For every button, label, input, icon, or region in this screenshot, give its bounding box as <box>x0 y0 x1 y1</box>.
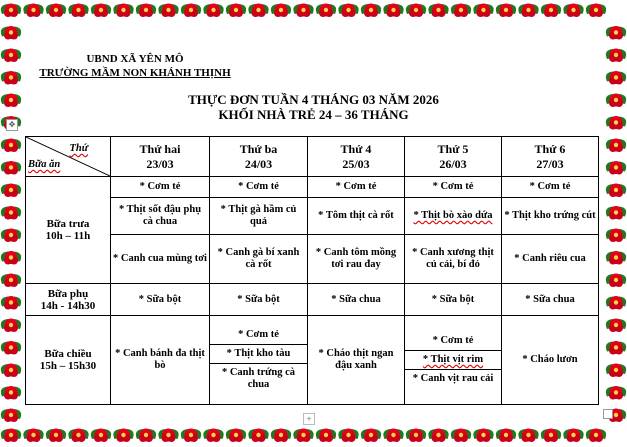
meal-name: Bữa phụ <box>47 287 89 300</box>
day-name: Thứ 6 <box>534 141 566 156</box>
table-add-row-handle[interactable]: + <box>303 413 315 425</box>
dish-item: * Canh trứng cà chua <box>221 367 296 390</box>
border-flower-icon <box>23 429 43 443</box>
border-flower-icon <box>316 429 336 443</box>
dish-cell: * Cơm tẻ <box>502 177 599 198</box>
border-flower-icon <box>606 341 626 355</box>
meal-time: 10h – 11h <box>45 230 91 242</box>
border-flower-icon <box>451 4 471 18</box>
border-flower-icon <box>203 429 223 443</box>
border-flower-icon <box>1 274 21 288</box>
dish-cell: * Cơm tẻ <box>111 177 210 198</box>
dish-cell: * Tôm thịt cà rốt <box>308 198 405 235</box>
border-flower-icon <box>518 4 538 18</box>
meal-name: Bữa trưa <box>46 218 90 230</box>
afternoon-row <box>26 316 599 405</box>
border-flower-icon <box>158 429 178 443</box>
border-flower-icon <box>23 4 43 18</box>
border-flower-icon <box>181 4 201 18</box>
corner-meal-label: Bữa ăn <box>28 159 61 170</box>
border-flower-icon <box>606 139 626 153</box>
day-name: Thứ hai <box>139 141 181 156</box>
border-flower-icon <box>606 184 626 198</box>
dish-item: * Thịt kho tàu <box>210 345 307 364</box>
meal-name: Bữa chiều <box>44 348 92 360</box>
border-flower-icon <box>1 296 21 310</box>
border-flower-icon <box>541 429 561 443</box>
border-flower-icon <box>473 4 493 18</box>
dish-item: * Cơm tẻ <box>210 326 307 345</box>
border-flower-icon <box>563 429 583 443</box>
dish-cell: * Cơm tẻ <box>210 177 308 198</box>
border-flower-icon <box>606 49 626 63</box>
dish-cell-stack <box>210 316 308 405</box>
day-date: 25/03 <box>342 156 370 171</box>
dish-cell: * Cơm tẻ <box>308 177 405 198</box>
border-flower-icon <box>158 4 178 18</box>
meal-label-lunch <box>26 177 111 284</box>
border-flower-icon <box>406 4 426 18</box>
border-flower-icon <box>1 364 21 378</box>
border-flower-icon <box>203 4 223 18</box>
border-flower-icon <box>91 4 111 18</box>
district-name: UBND XÃ YÊN MÔ <box>86 53 184 65</box>
day-date: 23/03 <box>146 156 174 171</box>
day-date: 24/03 <box>244 156 273 171</box>
border-flower-icon <box>496 4 516 18</box>
border-flower-icon <box>316 4 336 18</box>
day-header-mon <box>111 137 210 177</box>
border-flower-icon <box>1 409 21 423</box>
border-flower-icon <box>406 429 426 443</box>
border-flower-icon <box>293 4 313 18</box>
dish-cell: * Cơm tẻ <box>405 177 502 198</box>
border-flower-icon <box>136 429 156 443</box>
dish-cell: * Thịt bò xào dứa <box>405 198 502 235</box>
border-flower-icon <box>383 429 403 443</box>
border-flower-icon <box>338 429 358 443</box>
dish-cell: * Thịt gà hầm củ quả <box>210 198 308 235</box>
border-flower-icon <box>606 319 626 333</box>
border-flower-icon <box>46 429 66 443</box>
border-flower-icon <box>1 184 21 198</box>
border-flower-icon <box>496 429 516 443</box>
border-flower-icon <box>248 4 268 18</box>
day-name: Thứ 4 <box>340 141 372 156</box>
dish-cell: * Sữa bột <box>405 284 502 316</box>
border-flower-icon <box>518 429 538 443</box>
day-name: Thứ 5 <box>437 141 469 156</box>
day-header-wed <box>308 137 405 177</box>
border-flower-icon <box>606 364 626 378</box>
border-flower-icon <box>606 296 626 310</box>
border-flower-icon <box>226 429 246 443</box>
day-header-tue <box>210 137 308 177</box>
dish-cell: * Canh riêu cua <box>502 235 599 284</box>
border-flower-icon <box>1 26 21 40</box>
school-header <box>20 52 250 80</box>
meal-label-afternoon <box>26 316 111 405</box>
dish-item: * Thịt vịt rim <box>405 351 501 370</box>
border-flower-icon <box>606 229 626 243</box>
dish-cell: * Sữa bột <box>210 284 308 316</box>
border-flower-icon <box>606 386 626 400</box>
dish-cell: * Sữa bột <box>111 284 210 316</box>
dish-cell: * Cháo thịt ngan đậu xanh <box>308 316 405 405</box>
border-flower-icon <box>606 274 626 288</box>
border-flower-icon <box>451 429 471 443</box>
border-flower-icon <box>1 71 21 85</box>
border-flower-icon <box>606 206 626 220</box>
corner-cell <box>26 137 111 177</box>
border-flower-icon <box>606 251 626 265</box>
border-flower-icon <box>383 4 403 18</box>
border-flower-icon <box>1 341 21 355</box>
border-flower-icon <box>1 251 21 265</box>
meal-time: 14h - 14h30 <box>40 299 96 312</box>
dish-cell: * Thịt kho trứng cút <box>502 198 599 235</box>
border-flower-icon <box>338 4 358 18</box>
dish-cell: * Canh tôm mồng tơi rau đay <box>308 235 405 284</box>
border-flower-icon <box>68 4 88 18</box>
border-flower-icon <box>248 429 268 443</box>
dish-cell-stack <box>405 316 502 405</box>
border-flower-icon <box>91 429 111 443</box>
lunch-row-main <box>26 198 599 235</box>
border-flower-icon <box>46 4 66 18</box>
border-flower-icon <box>606 71 626 85</box>
border-flower-icon <box>428 429 448 443</box>
border-flower-icon <box>181 429 201 443</box>
day-header-thu <box>405 137 502 177</box>
border-flower-icon <box>1 49 21 63</box>
border-flower-icon <box>1 139 21 153</box>
border-flower-icon <box>68 429 88 443</box>
border-flower-icon <box>1 319 21 333</box>
border-flower-icon <box>361 4 381 18</box>
border-flower-icon <box>1 206 21 220</box>
table-resize-handle[interactable] <box>603 409 613 419</box>
meal-time: 15h – 15h30 <box>39 360 97 372</box>
dish-cell: * Sữa chua <box>308 284 405 316</box>
day-name: Thứ ba <box>239 141 278 156</box>
table-move-handle[interactable]: ✥ <box>6 119 18 131</box>
menu-title-line2: KHỐI NHÀ TRẺ 24 – 36 THÁNG <box>218 107 409 122</box>
border-flower-icon <box>1 229 21 243</box>
border-flower-icon <box>606 26 626 40</box>
table-header-row <box>26 137 599 177</box>
lunch-row-rice <box>26 177 599 198</box>
border-flower-icon <box>1 429 21 443</box>
dish-item: * Canh vịt rau cải <box>412 373 494 384</box>
border-flower-icon <box>113 4 133 18</box>
dish-cell: * Sữa chua <box>502 284 599 316</box>
menu-title-line1: THỰC ĐƠN TUẦN 4 THÁNG 03 NĂM 2026 <box>188 92 439 107</box>
snack-row <box>26 284 599 316</box>
day-date: 26/03 <box>439 156 467 171</box>
border-flower-icon <box>293 429 313 443</box>
border-flower-icon <box>271 429 291 443</box>
weekly-menu-table <box>25 136 599 405</box>
border-flower-icon <box>541 4 561 18</box>
border-flower-icon <box>1 386 21 400</box>
lunch-row-soup <box>26 235 599 284</box>
border-flower-icon <box>226 4 246 18</box>
dish-cell: * Cháo lươn <box>502 316 599 405</box>
border-flower-icon <box>361 429 381 443</box>
border-flower-icon <box>586 4 606 18</box>
border-flower-icon <box>271 4 291 18</box>
border-flower-icon <box>563 4 583 18</box>
border-flower-icon <box>473 429 493 443</box>
dish-item: * Cơm tẻ <box>405 332 501 351</box>
corner-day-label: Thứ <box>69 143 88 154</box>
border-flower-icon <box>428 4 448 18</box>
dish-cell: * Canh bánh đa thịt bò <box>111 316 210 405</box>
dish-cell: * Thịt sốt đậu phụ cà chua <box>111 198 210 235</box>
dish-cell: * Canh gà bí xanh cà rốt <box>210 235 308 284</box>
meal-label-snack <box>26 284 111 316</box>
dish-cell: * Canh xương thịt củ cải, bí đỏ <box>405 235 502 284</box>
border-flower-icon <box>606 161 626 175</box>
school-name: TRƯỜNG MẦM NON KHÁNH THỊNH <box>39 67 231 79</box>
border-flower-icon <box>136 4 156 18</box>
border-flower-icon <box>586 429 606 443</box>
menu-title <box>0 92 627 122</box>
day-header-fri <box>502 137 599 177</box>
day-date: 27/03 <box>536 156 564 171</box>
border-flower-icon <box>1 4 21 18</box>
dish-cell: * Canh cua mùng tơi <box>111 235 210 284</box>
border-flower-icon <box>1 161 21 175</box>
border-flower-icon <box>113 429 133 443</box>
